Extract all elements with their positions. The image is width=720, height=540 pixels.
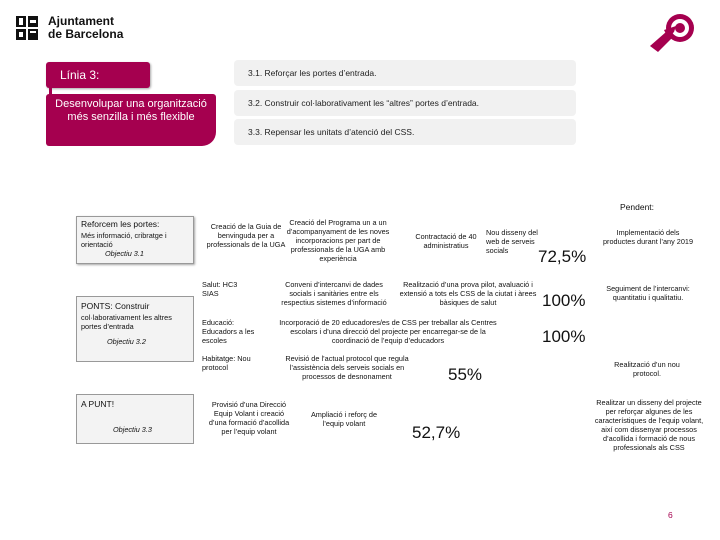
objective-3-1-ref: Objectiu 3.1 <box>105 249 144 258</box>
item-provisio: Provisió d’una Direcció Equip Volant i creació d’una formació d’acollida per l’equip volant <box>208 400 290 436</box>
linia-label-box <box>46 62 150 88</box>
action-3-2 <box>234 90 576 116</box>
objective-3-3-ref: Objectiu 3.3 <box>113 425 152 434</box>
pendent-3: Realització d’un nou protocol. <box>614 360 680 378</box>
item-ampliacio: Ampliació i reforç de l’equip volant <box>310 410 378 428</box>
item-incorporacio: Incorporació de 20 educadores/es de CSS per treballar als Centres escolars i d’una direcció del projecte per encarregar-se de la coordinació de l’equip d’educadors <box>279 318 497 345</box>
pendent-1: Implementació dels productes durant l’any 2019 <box>602 228 694 246</box>
logo-line1: Ajuntament <box>48 14 114 28</box>
objective-3-2 <box>76 296 194 362</box>
pendent-label: Pendent: <box>620 202 655 212</box>
item-programa: Creació del Programa un a un d’acompanyament de les noves incorporacions per part de professionals de la UGA amb experiència <box>286 218 390 263</box>
linia-title-box <box>46 94 216 146</box>
action-3-3-text: 3.3. Repensar les unitats d’atenció del CSS. <box>248 127 415 137</box>
objective-3-3-title: A PUNT! <box>81 399 115 409</box>
item-habitatge: Habitatge: Nou protocol <box>202 354 251 372</box>
pct-web: 72,5% <box>538 247 587 266</box>
objective-3-2-desc: col·laborativament les altres portes d’entrada <box>81 313 172 331</box>
action-3-3 <box>234 119 576 145</box>
pendent-4: Realitzar un disseny del projecte per reforçar algunes de les característiques de l’equip volant, així com dissenyar processos d’acollida i formació de nous professionals als CSS <box>594 398 704 452</box>
objective-3-2-title: PONTS: Construir <box>81 301 150 311</box>
page-number: 6 <box>668 510 673 520</box>
item-web: Nou disseny del web de serveis socials <box>486 228 538 255</box>
action-3-1-text: 3.1. Reforçar les portes d’entrada. <box>248 68 377 78</box>
item-educacio: Educació: Educadors a les escoles <box>202 318 255 345</box>
barcelona-shield-icon <box>16 16 38 40</box>
action-3-2-text: 3.2. Construir col·laborativament les “altres” portes d’entrada. <box>248 98 480 108</box>
linia-title: Desenvolupar una organització més senzilla i més flexible <box>55 98 207 123</box>
pct-habitatge: 55% <box>448 365 483 384</box>
logo-line2: de Barcelona <box>48 27 124 41</box>
item-conveni: Conveni d’intercanvi de dades socials i sanitàries entre els respectius sistemes d’informació <box>281 280 387 307</box>
logo-text <box>48 15 123 41</box>
objective-3-1-desc: Més informació, cribratge i orientació <box>81 231 167 249</box>
objective-3-3 <box>76 394 194 444</box>
item-revisio: Revisió de l’actual protocol que regula l’assistència dels serveis socials en processos de desnonament <box>285 354 409 381</box>
objective-3-1-title: Reforcem les portes: <box>81 219 160 229</box>
pct-educacio: 100% <box>542 327 586 346</box>
pct-equip: 52,7% <box>412 423 461 442</box>
linia-label: Línia 3: <box>60 68 100 82</box>
item-guia: Creació de la Guia de benvinguda per a professionals de la UGA <box>206 222 286 249</box>
objective-3-1 <box>76 216 194 264</box>
pct-pilot: 100% <box>542 291 586 310</box>
action-3-1 <box>234 60 576 86</box>
item-pilot: Realització d’una prova pilot, avaluació i extensió a tots els CSS de la ciutat i àrees bàsiques de salut <box>399 280 537 307</box>
objective-3-2-ref: Objectiu 3.2 <box>107 337 146 346</box>
target-hand-icon <box>646 10 702 54</box>
item-salut: Salut: HC3 SIAS <box>202 280 238 298</box>
item-contractacio: Contractació de 40 administratius <box>415 232 477 250</box>
pendent-2: Seguiment de l’intercanvi: quantitatiu i qualitatiu. <box>606 284 690 302</box>
